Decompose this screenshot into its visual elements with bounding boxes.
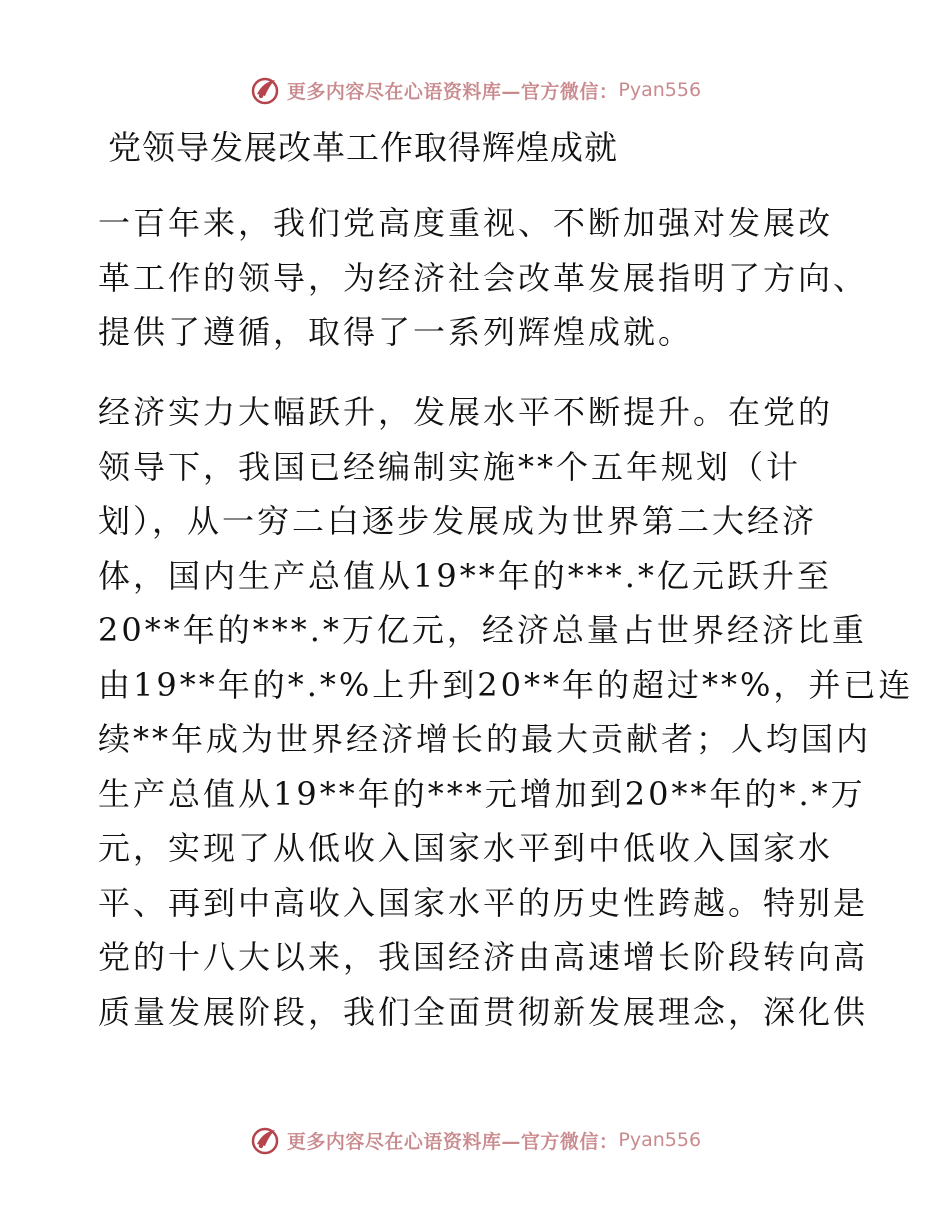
paragraph-line: 20**年的***.*万亿元，经济总量占世界经济比重: [98, 611, 867, 649]
paragraph-economic-strength: [98, 385, 914, 1039]
paragraph-line: 质量发展阶段，我们全面贯彻新发展理念，深化供: [98, 992, 869, 1031]
paragraph-line: 元，实现了从低收入国家水平到中低收入国家水: [98, 829, 834, 867]
brand-logo-icon: [249, 1124, 281, 1156]
brand-logo-icon: [249, 74, 281, 106]
paragraph-line: 由19**年的*.*%上升到20**年的超过**%，并已连: [98, 665, 914, 704]
header-watermark: [0, 70, 950, 110]
paragraph-line: 生产总值从19**年的***元增加到20**年的*.*万: [98, 774, 866, 813]
footer-watermark: [0, 1120, 950, 1160]
paragraph-line: 党的十八大以来，我国经济由高速增长阶段转向高: [98, 938, 869, 976]
paragraph-line: 续**年成为世界经济增长的最大贡献者；人均国内: [98, 720, 872, 758]
paragraph-line: 革工作的领导，为经济社会改革发展指明了方向、: [98, 258, 869, 297]
watermark-text: 更多内容尽在心语资料库—官方微信：: [286, 1130, 619, 1153]
paragraph-line: 一百年来，我们党高度重视、不断加强对发展改: [98, 204, 834, 242]
paragraph-line: 提供了遵循，取得了一系列辉煌成就。: [98, 313, 694, 351]
watermark-wechat-id: Pyan556: [618, 1129, 702, 1151]
watermark-text: 更多内容尽在心语资料库—官方微信：: [286, 80, 619, 103]
paragraph-line: 经济实力大幅跃升，发展水平不断提升。在党的: [98, 393, 834, 431]
paragraph-line: 体，国内生产总值从19**年的***.*亿元跃升至: [98, 556, 832, 595]
paragraph-line: 划），从一穷二白逐步发展成为世界第二大经济: [98, 502, 818, 540]
document-title: 党领导发展改革工作取得辉煌成就: [108, 128, 618, 167]
watermark-wechat-id: Pyan556: [618, 79, 702, 101]
paragraph-line: 平、再到中高收入国家水平的历史性跨越。特别是: [98, 883, 869, 922]
paragraph-line: 领导下，我国已经编制实施**个五年规划（计: [98, 447, 802, 486]
paragraph-intro: [98, 196, 869, 360]
